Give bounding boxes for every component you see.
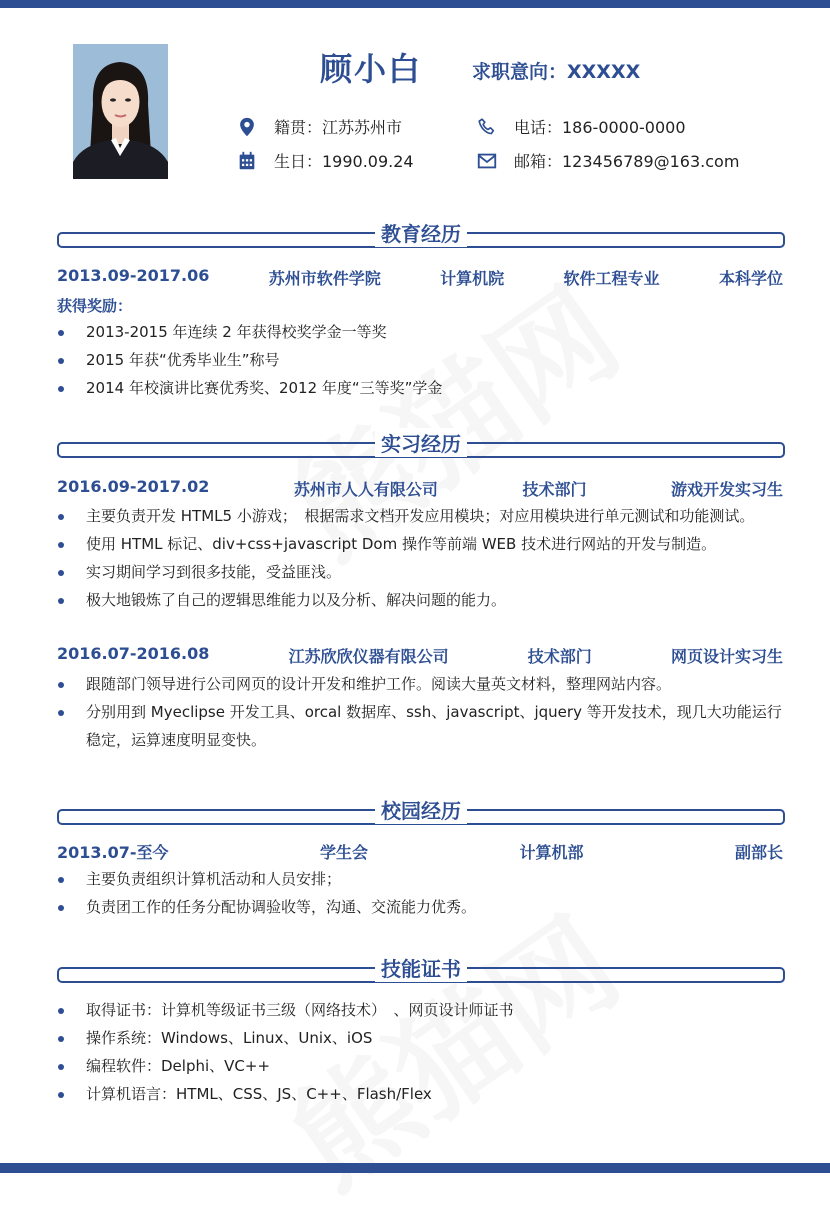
list-item: 取得证书：计算机等级证书三级（网络技术） 、网页设计师证书 [57,996,792,1024]
phone-info [476,115,686,138]
job-position: 网页设计实习生 [670,647,783,666]
avatar [73,44,168,179]
education-degree: 本科学位 [718,269,783,288]
education-period: 2013.09-2017.06 [57,266,210,285]
birthday-info [236,149,414,172]
internship-row [57,644,783,667]
campus-period: 2013.07-至今 [57,843,169,862]
list-item: 负责团工作的任务分配协调验收等，沟通、交流能力优秀。 [57,893,792,921]
internship-list [57,502,792,614]
campus-title: 校园经历 [375,795,467,824]
birthday-text: 生日：1990.09.24 [274,152,414,171]
list-item: 使用 HTML 标记、div+css+javascript Dom 操作等前端 WEB 技术进行网站的开发与制造。 [57,530,792,558]
education-major: 软件工程专业 [563,269,660,288]
list-item: 计算机语言：HTML、CSS、JS、C++、Flash/Flex [57,1080,792,1108]
list-item: 跟随部门领导进行公司网页的设计开发和维护工作。阅读大量英文材料，整理网站内容。 [57,670,792,698]
job-intent: 求职意向：XXXXX [472,61,641,83]
list-item: 2014 年校演讲比赛优秀奖、2012 年度“三等奖”学金 [57,374,792,402]
skills-section-header [57,957,785,985]
list-item: 2015 年获“优秀毕业生”称号 [57,346,792,374]
candidate-name: 顾小白 [320,50,423,88]
list-item: 分别用到 Myeclipse 开发工具、orcal 数据库、ssh、javascript、jquery 等开发技术，现几大功能运行稳定，运算速度明显变快。 [57,698,792,754]
mail-icon [476,150,498,172]
list-item: 实习期间学习到很多技能，受益匪浅。 [57,558,792,586]
list-item: 2013-2015 年连续 2 年获得校奖学金一等奖 [57,318,792,346]
awards-list [57,318,792,402]
location-pin-icon [236,116,258,138]
list-item: 操作系统：Windows、Linux、Unix、iOS [57,1024,792,1052]
job-position: 游戏开发实习生 [670,480,783,499]
job-company: 苏州市人人有限公司 [293,480,438,499]
campus-list [57,865,792,921]
education-school: 苏州市软件学院 [268,269,381,288]
job-period: 2016.09-2017.02 [57,477,210,496]
job-department: 技术部门 [522,480,587,499]
top-bar [0,0,830,8]
education-row [57,266,783,289]
hometown-text: 籍贯：江苏苏州市 [274,118,403,137]
job-period: 2016.07-2016.08 [57,644,210,663]
campus-organization: 学生会 [320,843,369,862]
list-item: 极大地锻炼了自己的逻辑思维能力以及分析、解决问题的能力。 [57,586,792,614]
list-item: 编程软件：Delphi、VC++ [57,1052,792,1080]
internship-title: 实习经历 [375,428,467,457]
email-text: 邮箱：123456789@163.com [514,152,740,171]
education-title: 教育经历 [375,218,467,247]
phone-icon [476,116,498,138]
skills-list [57,996,792,1108]
campus-position: 副部长 [734,843,783,862]
job-company: 江苏欣欣仪器有限公司 [288,647,449,666]
hometown-info [236,115,402,138]
education-college: 计算机院 [440,269,505,288]
calendar-icon [236,150,258,172]
campus-row [57,840,783,863]
internship-section-header [57,432,785,460]
phone-text: 电话：186-0000-0000 [514,118,686,137]
email-info [476,149,739,172]
internship-list [57,670,792,754]
job-department: 技术部门 [527,647,592,666]
campus-department: 计算机部 [519,843,584,862]
education-section-header [57,222,785,250]
list-item: 主要负责组织计算机活动和人员安排； [57,865,792,893]
bottom-bar [0,1163,830,1173]
internship-row [57,477,783,500]
list-item: 主要负责开发 HTML5 小游戏； 根据需求文档开发应用模块；对应用模块进行单元测试和功能测试。 [57,502,792,530]
campus-section-header [57,799,785,827]
awards-label: 获得奖励： [57,297,133,315]
skills-title: 技能证书 [375,953,467,982]
